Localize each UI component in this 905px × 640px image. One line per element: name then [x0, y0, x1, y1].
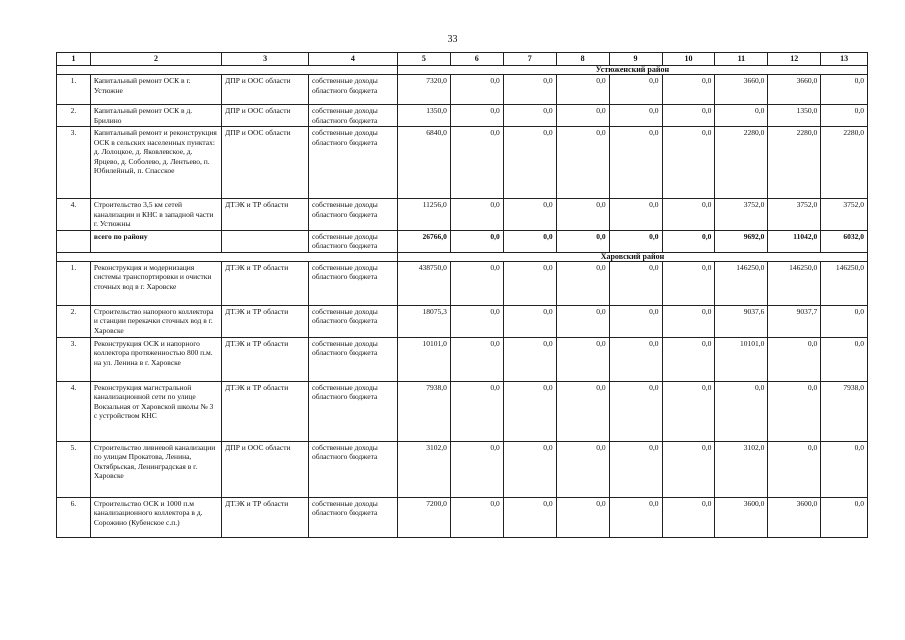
total-row: [57, 230, 868, 252]
column-header: 13: [821, 53, 868, 66]
amount-cell: 0,0: [662, 305, 715, 337]
amount-cell: 3752,0: [821, 199, 868, 231]
amount-cell: 0,0: [556, 261, 609, 305]
amount-cell: 3102,0: [715, 441, 768, 497]
amount-cell: 0,0: [715, 105, 768, 127]
amount-cell: 1350,0: [397, 105, 450, 127]
amount-cell: 0,0: [768, 441, 821, 497]
responsible-body: ДТЭК и ТР области: [222, 305, 309, 337]
column-header: 10: [662, 53, 715, 66]
amount-cell: 0,0: [450, 305, 503, 337]
amount-cell: 0,0: [556, 127, 609, 199]
table-row: [57, 105, 868, 127]
responsible-body: ДПР и ООС области: [222, 75, 309, 105]
amount-cell: 146250,0: [768, 261, 821, 305]
funding-source: собственные доходы областного бюджета: [308, 75, 397, 105]
funding-source: собственные доходы областного бюджета: [308, 105, 397, 127]
column-header: 11: [715, 53, 768, 66]
funding-source: собственные доходы областного бюджета: [308, 230, 397, 252]
amount-cell: 0,0: [662, 261, 715, 305]
amount-cell: 0,0: [609, 127, 662, 199]
responsible-body: ДТЭК и ТР области: [222, 337, 309, 381]
amount-cell: 0,0: [503, 305, 556, 337]
amount-cell: 0,0: [556, 337, 609, 381]
amount-cell: 0,0: [662, 105, 715, 127]
project-name: Капитальный ремонт ОСК в г. Устюжне: [90, 75, 221, 105]
column-header: 6: [450, 53, 503, 66]
amount-cell: 0,0: [503, 497, 556, 537]
amount-cell: 0,0: [662, 497, 715, 537]
funding-source: собственные доходы областного бюджета: [308, 497, 397, 537]
responsible-body: ДТЭК и ТР области: [222, 199, 309, 231]
amount-cell: 1350,0: [768, 105, 821, 127]
section-spacer: [57, 252, 398, 261]
row-number: 3.: [57, 337, 91, 381]
amount-cell: 0,0: [503, 337, 556, 381]
page-number: 33: [447, 34, 458, 45]
amount-cell: 0,0: [821, 441, 868, 497]
amount-cell: 0,0: [609, 305, 662, 337]
amount-cell: 0,0: [609, 381, 662, 441]
table-row: [57, 381, 868, 441]
amount-cell: 0,0: [503, 75, 556, 105]
amount-cell: 0,0: [556, 381, 609, 441]
amount-cell: 0,0: [768, 381, 821, 441]
responsible-body: ДПР и ООС области: [222, 127, 309, 199]
amount-cell: 0,0: [768, 337, 821, 381]
funding-source: собственные доходы областного бюджета: [308, 305, 397, 337]
amount-cell: 0,0: [503, 199, 556, 231]
section-title-row: [57, 66, 868, 75]
column-header: 12: [768, 53, 821, 66]
table-row: [57, 497, 868, 537]
funding-source: собственные доходы областного бюджета: [308, 381, 397, 441]
total-amount-cell: 0,0: [609, 230, 662, 252]
amount-cell: 0,0: [609, 261, 662, 305]
project-name: Строительство ОСК и 1000 п.м канализационного коллектора в д. Сорожино (Кубенское с.п.): [90, 497, 221, 537]
data-table: [56, 52, 868, 538]
amount-cell: 0,0: [450, 497, 503, 537]
amount-cell: 0,0: [556, 497, 609, 537]
amount-cell: 7320,0: [397, 75, 450, 105]
amount-cell: 0,0: [450, 199, 503, 231]
section-title-row: [57, 252, 868, 261]
amount-cell: 0,0: [503, 381, 556, 441]
table-row: [57, 441, 868, 497]
amount-cell: 3660,0: [768, 75, 821, 105]
amount-cell: 0,0: [503, 127, 556, 199]
amount-cell: 7938,0: [821, 381, 868, 441]
funding-source: собственные доходы областного бюджета: [308, 337, 397, 381]
row-number: 5.: [57, 441, 91, 497]
table-row: [57, 127, 868, 199]
amount-cell: 0,0: [662, 127, 715, 199]
amount-cell: 11256,0: [397, 199, 450, 231]
total-label: всего по району: [90, 230, 221, 252]
row-number: 3.: [57, 127, 91, 199]
column-header: 7: [503, 53, 556, 66]
row-number: 4.: [57, 381, 91, 441]
project-name: Строительство напорного коллектора и станции перекачки сточных вод в г. Харовске: [90, 305, 221, 337]
amount-cell: 146250,0: [715, 261, 768, 305]
row-number: 2.: [57, 105, 91, 127]
amount-cell: 0,0: [450, 381, 503, 441]
total-spacer: [57, 230, 91, 252]
total-amount-cell: 0,0: [662, 230, 715, 252]
column-header: 4: [308, 53, 397, 66]
amount-cell: 3600,0: [715, 497, 768, 537]
total-amount-cell: 0,0: [556, 230, 609, 252]
total-amount-cell: 11042,0: [768, 230, 821, 252]
amount-cell: 0,0: [609, 105, 662, 127]
table-row: [57, 261, 868, 305]
column-header: 9: [609, 53, 662, 66]
responsible-body: ДПР и ООС области: [222, 441, 309, 497]
total-amount-cell: 6032,0: [821, 230, 868, 252]
column-header: 8: [556, 53, 609, 66]
amount-cell: 0,0: [715, 381, 768, 441]
amount-cell: 7938,0: [397, 381, 450, 441]
amount-cell: 0,0: [503, 105, 556, 127]
responsible-body: ДТЭК и ТР области: [222, 497, 309, 537]
amount-cell: 0,0: [503, 441, 556, 497]
row-number: 2.: [57, 305, 91, 337]
amount-cell: 6840,0: [397, 127, 450, 199]
column-header: 5: [397, 53, 450, 66]
project-name: Строительство 3,5 км сетей канализации и КНС в западной части г. Устюжны: [90, 199, 221, 231]
amount-cell: 0,0: [556, 199, 609, 231]
project-name: Строительство ливневой канализации по улицам Прокатова, Ленина, Октябрьская, Ленинградская в г. Харовске: [90, 441, 221, 497]
amount-cell: 0,0: [662, 381, 715, 441]
row-number: 1.: [57, 261, 91, 305]
amount-cell: 0,0: [821, 105, 868, 127]
section-title: Устюженский район: [397, 66, 867, 75]
project-name: Реконструкция магистральной канализационной сети по улице Вокзальная от Харовской школы № 3 с устройством КНС: [90, 381, 221, 441]
row-number: 6.: [57, 497, 91, 537]
amount-cell: 0,0: [609, 75, 662, 105]
amount-cell: 2280,0: [821, 127, 868, 199]
responsible-body: ДТЭК и ТР области: [222, 381, 309, 441]
amount-cell: 3600,0: [768, 497, 821, 537]
amount-cell: 10101,0: [397, 337, 450, 381]
amount-cell: 146250,0: [821, 261, 868, 305]
section-spacer: [57, 66, 398, 75]
table-row: [57, 305, 868, 337]
amount-cell: 3752,0: [768, 199, 821, 231]
amount-cell: 0,0: [450, 261, 503, 305]
total-spacer: [222, 230, 309, 252]
responsible-body: ДПР и ООС области: [222, 105, 309, 127]
amount-cell: 0,0: [450, 75, 503, 105]
amount-cell: 0,0: [662, 75, 715, 105]
amount-cell: 0,0: [821, 75, 868, 105]
column-header: 2: [90, 53, 221, 66]
amount-cell: 9037,6: [715, 305, 768, 337]
amount-cell: 10101,0: [715, 337, 768, 381]
amount-cell: 0,0: [609, 199, 662, 231]
project-name: Реконструкция ОСК и напорного коллектора протяженностью 800 п.м. на ул. Ленина в г. Харовске: [90, 337, 221, 381]
amount-cell: 0,0: [609, 337, 662, 381]
project-name: Капитальный ремонт ОСК в д. Брилино: [90, 105, 221, 127]
amount-cell: 3102,0: [397, 441, 450, 497]
amount-cell: 0,0: [609, 441, 662, 497]
amount-cell: 0,0: [450, 105, 503, 127]
amount-cell: 438750,0: [397, 261, 450, 305]
amount-cell: 0,0: [662, 199, 715, 231]
table-row: [57, 75, 868, 105]
amount-cell: 0,0: [450, 337, 503, 381]
amount-cell: 3752,0: [715, 199, 768, 231]
total-amount-cell: 26766,0: [397, 230, 450, 252]
amount-cell: 0,0: [821, 305, 868, 337]
responsible-body: ДТЭК и ТР области: [222, 261, 309, 305]
amount-cell: 7200,0: [397, 497, 450, 537]
amount-cell: 2280,0: [768, 127, 821, 199]
table-row: [57, 337, 868, 381]
amount-cell: 0,0: [556, 75, 609, 105]
section-title: Харовский район: [397, 252, 867, 261]
amount-cell: 2280,0: [715, 127, 768, 199]
amount-cell: 0,0: [556, 105, 609, 127]
amount-cell: 0,0: [662, 441, 715, 497]
amount-cell: 0,0: [662, 337, 715, 381]
amount-cell: 0,0: [821, 497, 868, 537]
row-number: 4.: [57, 199, 91, 231]
funding-source: собственные доходы областного бюджета: [308, 127, 397, 199]
funding-source: собственные доходы областного бюджета: [308, 261, 397, 305]
column-header: 3: [222, 53, 309, 66]
amount-cell: 3660,0: [715, 75, 768, 105]
header-row: [57, 53, 868, 66]
amount-cell: 0,0: [556, 305, 609, 337]
amount-cell: 0,0: [450, 441, 503, 497]
table-row: [57, 199, 868, 231]
funding-source: собственные доходы областного бюджета: [308, 441, 397, 497]
amount-cell: 0,0: [556, 441, 609, 497]
amount-cell: 0,0: [503, 261, 556, 305]
row-number: 1.: [57, 75, 91, 105]
project-name: Реконструкция и модернизация системы транспортировки и очистки сточных вод в г. Харовске: [90, 261, 221, 305]
total-amount-cell: 9692,0: [715, 230, 768, 252]
amount-cell: 0,0: [450, 127, 503, 199]
amount-cell: 0,0: [821, 337, 868, 381]
amount-cell: 9037,7: [768, 305, 821, 337]
amount-cell: 18075,3: [397, 305, 450, 337]
column-header: 1: [57, 53, 91, 66]
amount-cell: 0,0: [609, 497, 662, 537]
project-name: Капитальный ремонт и реконструкция ОСК в сельских населенных пунктах: д. Лолоцкое, д. Яковлевское, д. Ярцево, д. Соболево, д. Лентьево, п. Юбилейный, п. Спасское: [90, 127, 221, 199]
total-amount-cell: 0,0: [503, 230, 556, 252]
total-amount-cell: 0,0: [450, 230, 503, 252]
funding-source: собственные доходы областного бюджета: [308, 199, 397, 231]
